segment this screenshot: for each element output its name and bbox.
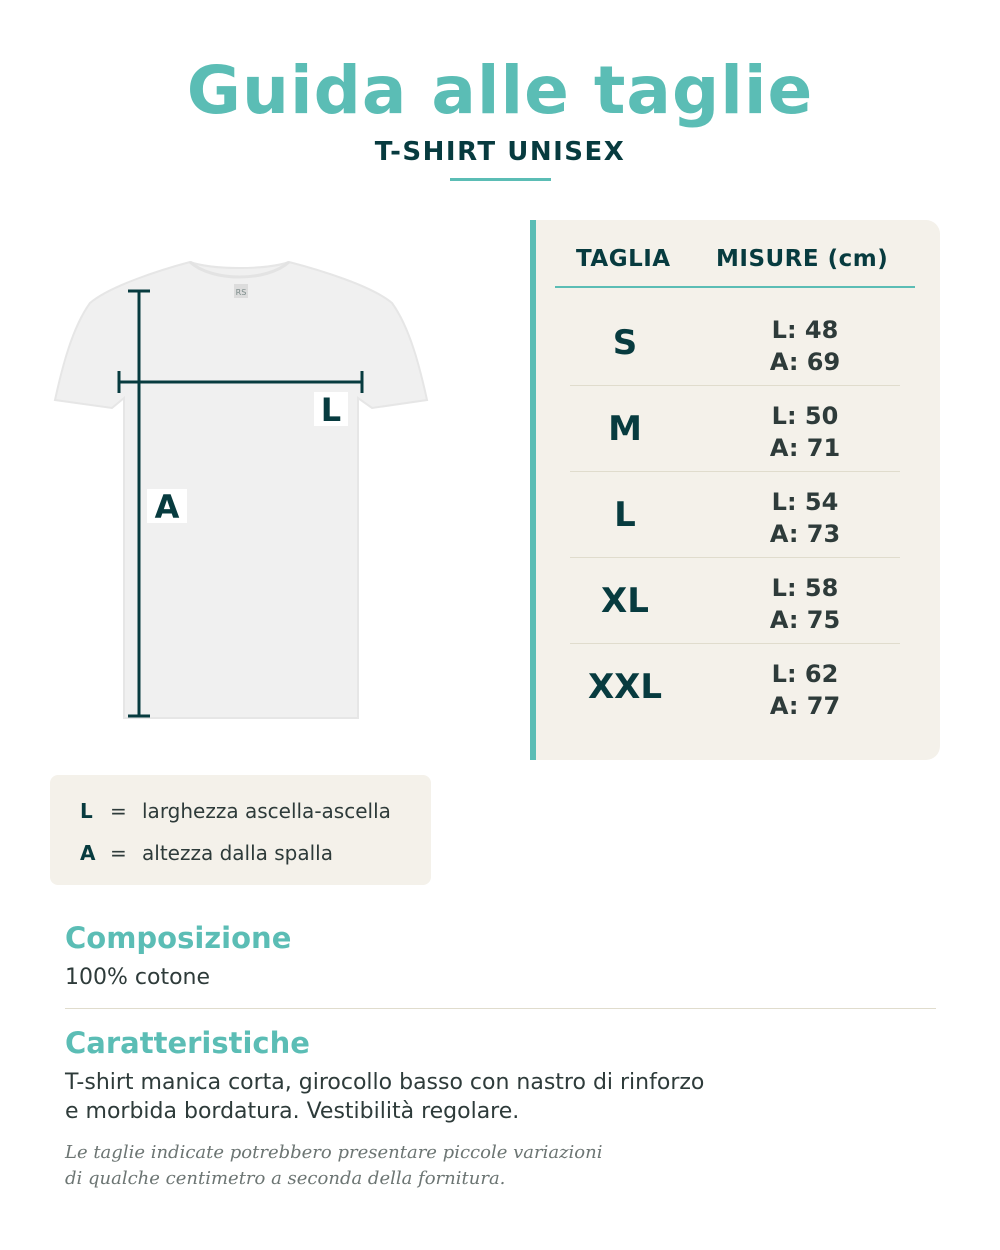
page-subtitle: T-SHIRT UNISEX xyxy=(374,137,626,167)
legend-key: L xyxy=(80,799,93,823)
size-value: S xyxy=(612,323,638,363)
legend-key: A xyxy=(80,841,96,865)
features-line: T-shirt manica corta, girocollo basso con nastro di rinforzo xyxy=(65,1070,705,1095)
measure-legend xyxy=(50,775,431,885)
tshirt-body xyxy=(55,262,427,718)
page-title: Guida alle taglie xyxy=(186,52,814,129)
width-value: L: 58 xyxy=(771,574,839,602)
measure-values xyxy=(750,572,860,636)
column-header-measures: MISURE (cm) xyxy=(716,246,889,272)
table-row xyxy=(570,644,900,730)
measure-values xyxy=(750,400,860,464)
column-header-size: TAGLIA xyxy=(576,246,671,272)
table-row xyxy=(570,386,900,472)
legend-text: altezza dalla spalla xyxy=(142,841,333,865)
section-divider xyxy=(65,1008,936,1009)
height-value: A: 73 xyxy=(769,520,841,548)
title-underline xyxy=(450,178,551,181)
height-label: A xyxy=(147,489,187,523)
composition-text: 100% cotone xyxy=(65,965,211,990)
note-line: Le taglie indicate potrebbero presentare piccole variazioni xyxy=(65,1142,603,1163)
features-line: e morbida bordatura. Vestibilità regolare. xyxy=(65,1099,520,1124)
measure-values xyxy=(750,658,860,722)
disclaimer-note xyxy=(65,1140,765,1192)
brand-tag-text: RS xyxy=(235,288,247,297)
size-value: XXL xyxy=(587,667,663,707)
size-table-accent-bar xyxy=(530,220,536,760)
width-label: L xyxy=(314,392,348,426)
height-value: A: 77 xyxy=(769,692,841,720)
height-value: A: 71 xyxy=(769,434,841,462)
height-value: A: 69 xyxy=(769,348,841,376)
legend-equals: = xyxy=(110,841,127,865)
size-value: XL xyxy=(601,581,649,621)
width-value: L: 50 xyxy=(771,402,839,430)
legend-row xyxy=(80,841,333,865)
height-value: A: 75 xyxy=(769,606,841,634)
measure-values xyxy=(750,314,860,378)
tshirt-diagram xyxy=(52,258,432,720)
features-heading: Caratteristiche xyxy=(65,1026,310,1060)
width-value: L: 54 xyxy=(771,488,839,516)
legend-equals: = xyxy=(110,799,127,823)
features-text xyxy=(65,1068,704,1126)
tshirt-illustration xyxy=(52,258,432,720)
note-line: di qualche centimetro a seconda della fornitura. xyxy=(65,1168,506,1189)
size-value: M xyxy=(608,409,642,449)
width-value: L: 62 xyxy=(771,660,839,688)
table-row xyxy=(570,558,900,644)
table-row xyxy=(570,300,900,386)
legend-row xyxy=(80,799,391,823)
size-value: L xyxy=(614,495,636,535)
width-value: L: 48 xyxy=(771,316,839,344)
table-row xyxy=(570,472,900,558)
legend-text: larghezza ascella-ascella xyxy=(142,799,391,823)
composition-heading: Composizione xyxy=(65,921,292,955)
measure-values xyxy=(750,486,860,550)
size-table xyxy=(530,220,940,760)
header-underline xyxy=(555,286,915,288)
